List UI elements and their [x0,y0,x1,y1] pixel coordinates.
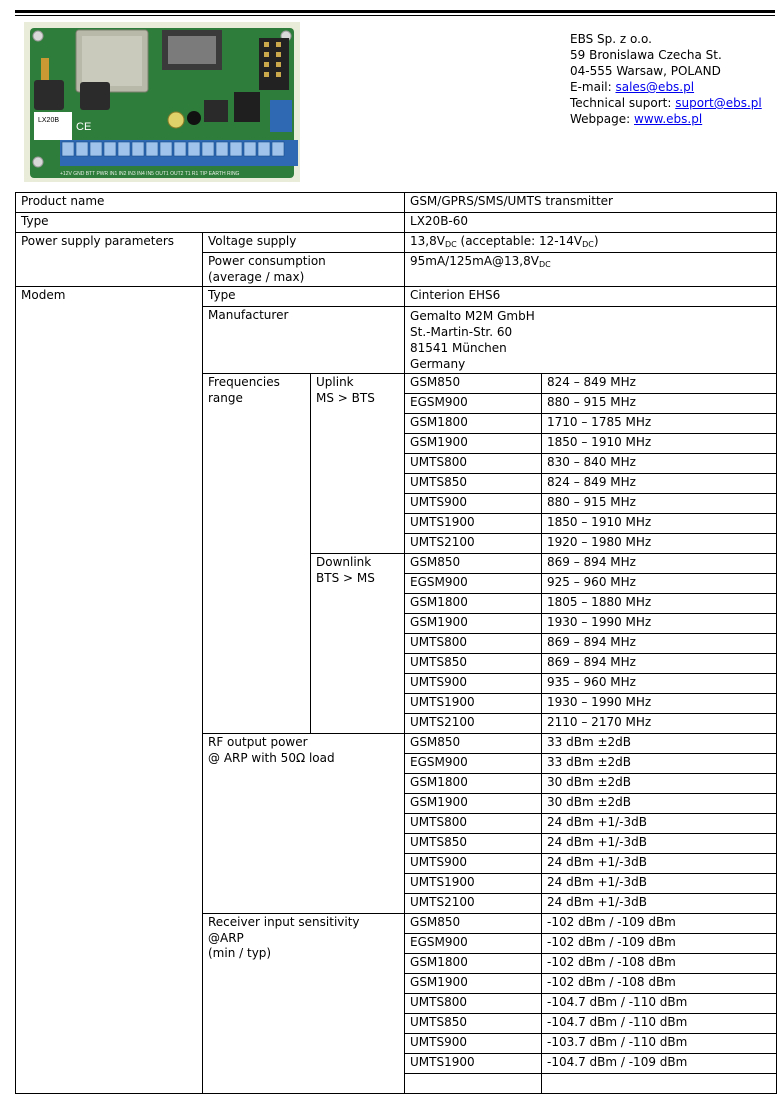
band-cell: UMTS900 [405,674,542,694]
band-cell: EGSM900 [405,394,542,414]
ce-mark: CE [76,121,92,133]
band-cell: EGSM900 [405,574,542,594]
website-link[interactable]: www.ebs.pl [634,112,703,126]
header-rule-thin [15,15,775,16]
band-cell: UMTS850 [405,834,542,854]
power-cell: 33 dBm ±2dB [542,734,777,754]
email-link[interactable]: sales@ebs.pl [615,80,695,94]
band-cell: GSM850 [405,554,542,574]
band-cell: UMTS2100 [405,714,542,734]
band-cell: EGSM900 [405,754,542,774]
band-cell: UMTS1900 [405,1054,542,1074]
band-cell: UMTS850 [405,474,542,494]
table-row [16,193,777,213]
company-contact [570,31,762,127]
range-cell: 935 – 960 MHz [542,674,777,694]
range-cell: 880 – 915 MHz [542,394,777,414]
band-cell: GSM1800 [405,594,542,614]
range-cell: 1805 – 1880 MHz [542,594,777,614]
band-cell: UMTS850 [405,654,542,674]
spec-table [15,192,777,1094]
range-cell: 880 – 915 MHz [542,494,777,514]
frequencies-label: Frequencies range [203,374,311,734]
uplink-label: Uplink MS > BTS [311,374,405,554]
consumption-label: Power consumption (average / max) [203,253,405,287]
type-label: Type [16,213,405,233]
band-cell: UMTS900 [405,494,542,514]
terminal-labels: +12V GND BTT PWR IN1 IN2 IN3 IN4 IN5 OUT1 OUT2 T1 R1 TIP EARTH RING [60,171,240,177]
range-cell: 1930 – 1990 MHz [542,694,777,714]
band-cell: UMTS900 [405,854,542,874]
consumption-value: $95mA/125mA@13,8V_{DC}$ [405,253,777,287]
range-cell: 830 – 840 MHz [542,454,777,474]
power-cell: 33 dBm ±2dB [542,754,777,774]
rf-output-label: RF output power @ ARP with 50Ω load [203,734,405,914]
band-cell: UMTS2100 [405,534,542,554]
power-cell: 30 dBm ±2dB [542,774,777,794]
voltage-value: $13,8V_{DC}$ (acceptable: $12-14V_{DC}$) [405,233,777,253]
band-cell: EGSM900 [405,934,542,954]
range-cell: 869 – 894 MHz [542,554,777,574]
band-cell: GSM1800 [405,954,542,974]
range-cell: 2110 – 2170 MHz [542,714,777,734]
power-cell: 24 dBm +1/-3dB [542,874,777,894]
band-cell: UMTS800 [405,814,542,834]
band-cell: UMTS2100 [405,894,542,914]
sensitivity-cell: -102 dBm / -108 dBm [542,954,777,974]
product-name-label: Product name [16,193,405,213]
range-cell: 1850 – 1910 MHz [542,434,777,454]
company-web-line: Webpage: www.ebs.pl [570,112,703,126]
band-cell: UMTS850 [405,1014,542,1034]
band-cell: UMTS900 [405,1034,542,1054]
header-rule-thick [15,10,775,13]
sensitivity-label: Receiver input sensitivity @ARP (min / typ) [203,914,405,1094]
support-email-link[interactable]: suport@ebs.pl [675,96,762,110]
range-cell: 925 – 960 MHz [542,574,777,594]
sensitivity-cell: -104.7 dBm / -110 dBm [542,994,777,1014]
board-model-label: LX20B [38,117,60,124]
band-cell: UMTS1900 [405,874,542,894]
band-cell [405,1074,542,1094]
range-cell: 869 – 894 MHz [542,634,777,654]
range-cell: 1930 – 1990 MHz [542,614,777,634]
sensitivity-cell: -102 dBm / -109 dBm [542,934,777,954]
type-value: LX20B-60 [405,213,777,233]
band-cell: GSM850 [405,374,542,394]
company-city: 04-555 Warsaw, POLAND [570,64,721,78]
band-cell: GSM1900 [405,614,542,634]
product-photo [24,22,300,182]
modem-type-value: Cinterion EHS6 [405,287,777,307]
sensitivity-cell: -103.7 dBm / -110 dBm [542,1034,777,1054]
range-cell: 1710 – 1785 MHz [542,414,777,434]
band-cell: UMTS800 [405,454,542,474]
table-row [16,213,777,233]
company-support-line: Technical suport: suport@ebs.pl [570,96,762,110]
band-cell: GSM1900 [405,794,542,814]
inductor [34,80,64,110]
company-name: EBS Sp. z o.o. [570,32,652,46]
sensitivity-cell: -102 dBm / -109 dBm [542,914,777,934]
sensitivity-cell: -104.7 dBm / -109 dBm [542,1054,777,1074]
manufacturer-label: Manufacturer [203,307,405,374]
band-cell: UMTS1900 [405,694,542,714]
band-cell: GSM1900 [405,974,542,994]
downlink-label: Downlink BTS > MS [311,554,405,734]
band-cell: GSM850 [405,914,542,934]
company-street: 59 Bronislawa Czecha St. [570,48,722,62]
company-email-line: E-mail: sales@ebs.pl [570,80,695,94]
band-cell: GSM1800 [405,414,542,434]
power-cell: 24 dBm +1/-3dB [542,854,777,874]
relay [234,92,260,122]
power-cell: 30 dBm ±2dB [542,794,777,814]
power-supply-label: Power supply parameters [16,233,203,287]
range-cell: 824 – 849 MHz [542,474,777,494]
power-cell: 24 dBm +1/-3dB [542,814,777,834]
sensitivity-cell [542,1074,777,1094]
band-cell: GSM1900 [405,434,542,454]
band-cell: UMTS800 [405,994,542,1014]
sensitivity-cell: -104.7 dBm / -110 dBm [542,1014,777,1034]
range-cell: 1920 – 1980 MHz [542,534,777,554]
modem-label: Modem [16,287,203,1094]
range-cell: 824 – 849 MHz [542,374,777,394]
table-row [16,287,777,307]
range-cell: 869 – 894 MHz [542,654,777,674]
manufacturer-value: Gemalto M2M GmbH St.-Martin-Str. 60 81541 München Germany [405,307,777,374]
band-cell: GSM1800 [405,774,542,794]
capacitor [168,112,184,128]
band-cell: UMTS1900 [405,514,542,534]
power-cell: 24 dBm +1/-3dB [542,834,777,854]
modem-type-label: Type [203,287,405,307]
band-cell: GSM850 [405,734,542,754]
pin-header [259,38,289,90]
power-cell: 24 dBm +1/-3dB [542,894,777,914]
band-cell: UMTS800 [405,634,542,654]
side-terminal [270,100,292,132]
sensitivity-cell: -102 dBm / -108 dBm [542,974,777,994]
table-row [16,233,777,253]
range-cell: 1850 – 1910 MHz [542,514,777,534]
product-name-value: GSM/GPRS/SMS/UMTS transmitter [405,193,777,213]
voltage-label: Voltage supply [203,233,405,253]
